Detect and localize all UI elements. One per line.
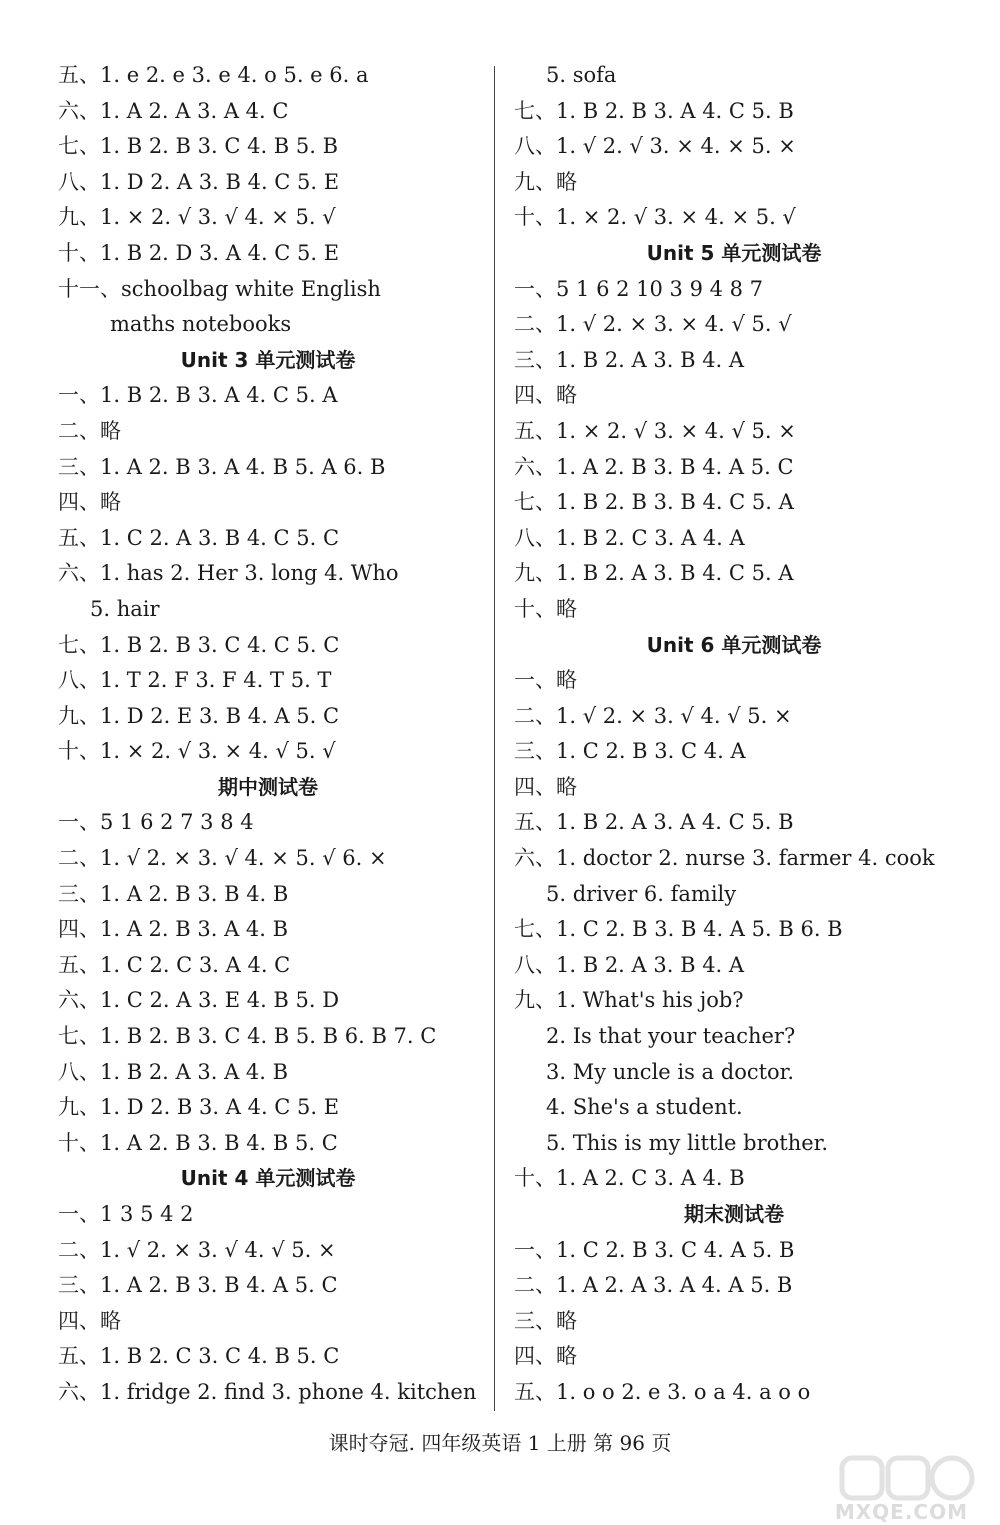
answer-line: 六、1. has 2. Her 3. long 4. Who — [58, 561, 399, 586]
answer-line: 八、1. B 2. C 3. A 4. A — [514, 525, 745, 550]
answer-line: 四、略 — [514, 1344, 577, 1369]
section-heading: Unit 5 单元测试卷 — [646, 240, 822, 265]
answer-line: 二、1. √ 2. × 3. √ 4. √ 5. × — [58, 1237, 336, 1262]
answer-line: 四、略 — [514, 774, 577, 799]
answer-line: 五、1. B 2. A 3. A 4. C 5. B — [514, 810, 794, 835]
answer-line: 二、1. A 2. A 3. A 4. A 5. B — [514, 1273, 793, 1298]
answer-line: 八、1. B 2. A 3. A 4. B — [58, 1059, 289, 1084]
answer-line: 十一、schoolbag white English — [58, 276, 381, 301]
answer-line: 5. sofa — [546, 63, 617, 87]
answer-line: 七、1. C 2. B 3. B 4. A 5. B 6. B — [514, 917, 843, 942]
answer-line: 一、1 3 5 4 2 — [58, 1202, 194, 1226]
left-column — [58, 58, 478, 1411]
answer-line: 九、1. D 2. B 3. A 4. C 5. E — [58, 1095, 340, 1120]
answer-line: 五、1. o o 2. e 3. o a 4. a o o — [514, 1379, 811, 1404]
answer-line: 二、1. √ 2. × 3. √ 4. √ 5. × — [514, 703, 792, 728]
answer-line: 四、1. A 2. B 3. A 4. B — [58, 917, 289, 942]
answer-line: 五、1. e 2. e 3. e 4. o 5. e 6. a — [58, 63, 369, 87]
answer-line: 九、1. × 2. √ 3. √ 4. × 5. √ — [58, 205, 336, 230]
answer-line: 八、1. T 2. F 3. F 4. T 5. T — [58, 668, 332, 693]
answer-line: 七、1. B 2. B 3. A 4. C 5. B — [514, 98, 794, 123]
watermark-text: MXQE.COM — [834, 1500, 968, 1524]
answer-line: 七、1. B 2. B 3. B 4. C 5. A — [514, 490, 794, 515]
page-footer: 课时夺冠. 四年级英语 1 上册 第 96 页 — [328, 1431, 672, 1455]
answer-line: 七、1. B 2. B 3. C 4. B 5. B 6. B 7. C — [58, 1024, 437, 1049]
answer-line: 五、1. B 2. C 3. C 4. B 5. C — [58, 1344, 340, 1369]
answer-line: 九、略 — [514, 169, 577, 194]
answer-line: 二、1. √ 2. × 3. × 4. √ 5. √ — [514, 312, 792, 337]
answer-line: 九、1. What's his job? — [514, 988, 744, 1013]
answer-line: 4. She's a student. — [546, 1095, 743, 1120]
answer-line: 5. This is my little brother. — [546, 1130, 829, 1155]
section-heading: 期末测试卷 — [684, 1202, 784, 1226]
answer-line: 七、1. B 2. B 3. C 4. B 5. B — [58, 134, 339, 159]
answer-line: 三、略 — [514, 1308, 577, 1333]
answer-line: 十、1. B 2. D 3. A 4. C 5. E — [58, 240, 340, 265]
answer-line: 一、5 1 6 2 10 3 9 4 8 7 — [514, 276, 764, 301]
answer-line: 八、1. D 2. A 3. B 4. C 5. E — [58, 169, 340, 194]
column-divider — [494, 66, 495, 1411]
answer-line: 二、略 — [58, 418, 121, 443]
answer-line: maths notebooks — [110, 312, 292, 337]
answer-line: 一、略 — [514, 668, 577, 693]
answer-line: 三、1. A 2. B 3. A 4. B 5. A 6. B — [58, 454, 386, 479]
answer-line: 十、1. A 2. B 3. B 4. B 5. C — [58, 1130, 338, 1155]
answer-line: 四、略 — [58, 1308, 121, 1333]
answer-line: 六、1. A 2. B 3. B 4. A 5. C — [514, 454, 794, 479]
answer-line: 三、1. A 2. B 3. B 4. A 5. C — [58, 1273, 338, 1298]
answer-line: 八、1. B 2. A 3. B 4. A — [514, 952, 745, 977]
section-heading: Unit 6 单元测试卷 — [646, 632, 822, 657]
answer-line: 3. My uncle is a doctor. — [546, 1059, 795, 1084]
answer-line: 5. hair — [90, 596, 160, 621]
answer-line: 2. Is that your teacher? — [546, 1024, 796, 1049]
right-column — [514, 58, 954, 1411]
section-heading: Unit 4 单元测试卷 — [180, 1166, 356, 1191]
answer-line: 一、1. C 2. B 3. C 4. A 5. B — [514, 1237, 795, 1262]
answer-line: 三、1. A 2. B 3. B 4. B — [58, 881, 289, 906]
answer-line: 九、1. D 2. E 3. B 4. A 5. C — [58, 703, 340, 728]
answer-line: 二、1. √ 2. × 3. √ 4. × 5. √ 6. × — [58, 846, 387, 871]
answer-line: 五、1. C 2. A 3. B 4. C 5. C — [58, 525, 340, 550]
answer-line: 十、1. A 2. C 3. A 4. B — [514, 1166, 745, 1191]
section-heading: Unit 3 单元测试卷 — [180, 347, 356, 372]
answer-line: 四、略 — [58, 490, 121, 515]
answer-line: 六、1. doctor 2. nurse 3. farmer 4. cook — [514, 846, 935, 871]
answer-line: 六、1. A 2. A 3. A 4. C — [58, 98, 289, 123]
answer-line: 四、略 — [514, 383, 577, 408]
answer-line: 5. driver 6. family — [546, 881, 737, 906]
answer-line: 六、1. C 2. A 3. E 4. B 5. D — [58, 988, 340, 1013]
answer-line: 五、1. × 2. √ 3. × 4. √ 5. × — [514, 418, 796, 443]
answer-line: 十、略 — [514, 596, 577, 621]
section-heading: 期中测试卷 — [218, 774, 318, 799]
answer-line: 六、1. fridge 2. find 3. phone 4. kitchen — [58, 1379, 477, 1404]
answer-line: 十、1. × 2. √ 3. × 4. √ 5. √ — [58, 739, 336, 764]
answer-line: 一、1. B 2. B 3. A 4. C 5. A — [58, 383, 338, 408]
answer-line: 五、1. C 2. C 3. A 4. C — [58, 952, 291, 977]
answer-line: 三、1. B 2. A 3. B 4. A — [514, 347, 745, 372]
answer-line: 三、1. C 2. B 3. C 4. A — [514, 739, 746, 764]
answer-line: 八、1. √ 2. √ 3. × 4. × 5. × — [514, 134, 796, 159]
answer-line: 一、5 1 6 2 7 3 8 4 — [58, 810, 254, 835]
answer-line: 十、1. × 2. √ 3. × 4. × 5. √ — [514, 205, 796, 230]
answer-line: 七、1. B 2. B 3. C 4. C 5. C — [58, 632, 340, 657]
answer-line: 九、1. B 2. A 3. B 4. C 5. A — [514, 561, 794, 586]
